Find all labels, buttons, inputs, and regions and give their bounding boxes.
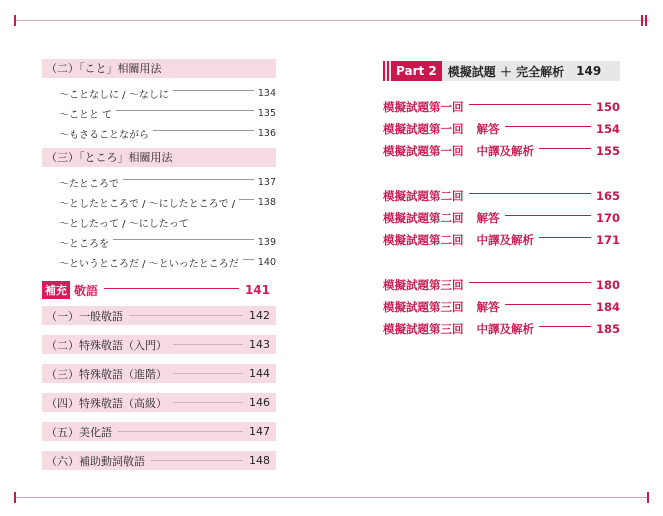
entry-text: ～ところを [59, 238, 109, 250]
entry-text: 模擬試題第三回 [383, 322, 464, 336]
entry-text: 模擬試題第一回 [383, 144, 464, 158]
page-number: 136 [257, 127, 276, 139]
leader-line [505, 304, 591, 305]
entry-text: ～というところだ / ～といったところだ [59, 258, 239, 270]
mock-test-entry[interactable] [383, 274, 620, 296]
part-2-header[interactable] [383, 61, 620, 81]
entry-text: （五）美化語 [46, 425, 112, 439]
page-number: 141 [244, 283, 270, 297]
leader-line [153, 130, 254, 131]
page-number: 154 [595, 122, 620, 136]
bottom-left-tick [14, 492, 16, 503]
mock-test-group [383, 185, 620, 251]
bottom-right-tick [647, 492, 649, 503]
toc-entry[interactable] [42, 232, 276, 252]
leader-line [469, 282, 591, 283]
page-number: 146 [249, 396, 270, 409]
entry-text: 模擬試題第二回 [383, 189, 464, 203]
keigo-list [42, 306, 276, 470]
page-number: 185 [595, 322, 620, 336]
leader-line [104, 288, 239, 289]
keigo-entry[interactable] [42, 451, 276, 470]
entry-subtext: 中譯及解析 [476, 233, 534, 247]
keigo-entry[interactable] [42, 335, 276, 354]
entry-text: 模擬試題第一回 [383, 100, 464, 114]
entry-text: ～もさることながら [59, 129, 149, 141]
leader-line [539, 237, 591, 238]
entry-text: 模擬試題第三回 [383, 300, 464, 314]
section-header-tokoro[interactable] [42, 148, 276, 167]
leader-line [173, 90, 254, 91]
entry-text: 模擬試題第一回 [383, 122, 464, 136]
entry-text: （四）特殊敬語（高級） [46, 396, 167, 410]
page-number: 165 [595, 189, 620, 203]
top-border [14, 20, 649, 21]
top-right-tick [641, 15, 643, 26]
page-number: 170 [595, 211, 620, 225]
entry-text: 模擬試題第二回 [383, 211, 464, 225]
bottom-border [14, 497, 649, 498]
mock-test-entry[interactable] [383, 140, 620, 162]
leader-line [243, 259, 254, 260]
page-number: 144 [249, 367, 270, 380]
mock-test-entry[interactable] [383, 185, 620, 207]
leader-line [113, 239, 254, 240]
toc-entry[interactable] [42, 252, 276, 272]
section-items-koto [42, 83, 276, 143]
leader-line [505, 215, 591, 216]
section-title: （三）「ところ」相關用法 [46, 151, 173, 164]
page-number: 155 [595, 144, 620, 158]
leader-line [469, 193, 591, 194]
section-items-tokoro [42, 172, 276, 272]
page-number: 143 [249, 338, 270, 351]
entry-subtext: 中譯及解析 [476, 144, 534, 158]
page-number: 184 [595, 300, 620, 314]
mock-test-list [383, 96, 620, 340]
toc-entry[interactable] [42, 83, 276, 103]
supplement-keigo-row[interactable] [42, 280, 276, 300]
page-number: 137 [257, 176, 276, 188]
mock-test-entry[interactable] [383, 229, 620, 251]
mock-test-entry[interactable] [383, 118, 620, 140]
toc-entry[interactable] [42, 212, 276, 232]
entry-text: （六）補助動詞敬語 [46, 454, 145, 468]
page-number: 134 [257, 87, 276, 99]
entry-text: ～としたところで / ～にしたところで / [59, 198, 236, 210]
leader-line [118, 431, 243, 432]
entry-text: （二）特殊敬語（入門） [46, 338, 167, 352]
supplement-label: 敬語 [74, 283, 99, 298]
part-page: 149 [576, 64, 602, 78]
supplement-badge: 補充 [42, 281, 70, 299]
part-title: 模擬試題 ＋ 完全解析 [447, 64, 565, 79]
leader-line [239, 199, 254, 200]
entry-text: 模擬試題第三回 [383, 278, 464, 292]
entry-subtext: 中譯及解析 [476, 322, 534, 336]
keigo-entry[interactable] [42, 306, 276, 325]
entry-subtext: 解答 [476, 122, 500, 136]
page-number: 148 [249, 454, 270, 467]
page-number: 142 [249, 309, 270, 322]
part-tag: Part 2 [391, 61, 442, 81]
mock-test-entry[interactable] [383, 207, 620, 229]
leader-line [123, 179, 254, 180]
keigo-entry[interactable] [42, 393, 276, 412]
entry-text: 模擬試題第二回 [383, 233, 464, 247]
entry-text: （一）一般敬語 [46, 309, 123, 323]
part-bars [383, 61, 391, 81]
toc-entry[interactable] [42, 192, 276, 212]
leader-line [129, 315, 243, 316]
page-number: 135 [257, 107, 276, 119]
entry-text: （三）特殊敬語（進階） [46, 367, 167, 381]
toc-entry[interactable] [42, 172, 276, 192]
section-title: （二）「こと」相關用法 [46, 62, 162, 75]
right-column [383, 61, 620, 363]
mock-test-group [383, 274, 620, 340]
mock-test-entry[interactable] [383, 318, 620, 340]
page-number: 138 [257, 196, 276, 208]
page-number: 171 [595, 233, 620, 247]
keigo-entry[interactable] [42, 364, 276, 383]
entry-text: ～としたって / ～にしたって [59, 218, 189, 230]
leader-line [505, 126, 591, 127]
page-number: 150 [595, 100, 620, 114]
leader-line [539, 326, 591, 327]
page-number: 147 [249, 425, 270, 438]
leader-line [173, 344, 243, 345]
top-right-tick-2 [645, 15, 647, 26]
section-header-koto[interactable] [42, 59, 276, 78]
leader-line [116, 110, 254, 111]
top-left-tick [14, 15, 16, 26]
toc-entry[interactable] [42, 123, 276, 143]
page-number: 140 [257, 256, 276, 268]
keigo-entry[interactable] [42, 422, 276, 441]
entry-text: ～ことなしに / ～なしに [59, 89, 169, 101]
mock-test-entry[interactable] [383, 96, 620, 118]
entry-subtext: 解答 [476, 211, 500, 225]
leader-line [151, 460, 243, 461]
entry-text: ～たところで [59, 178, 119, 190]
mock-test-group [383, 96, 620, 162]
leader-line [173, 373, 243, 374]
page-number: 139 [257, 236, 276, 248]
entry-subtext: 解答 [476, 300, 500, 314]
page-number: 180 [595, 278, 620, 292]
mock-test-entry[interactable] [383, 296, 620, 318]
leader-line [539, 148, 591, 149]
entry-text: ～ことと て [59, 109, 113, 121]
toc-entry[interactable] [42, 103, 276, 123]
left-column [42, 59, 276, 480]
leader-line [173, 402, 243, 403]
leader-line [469, 104, 591, 105]
